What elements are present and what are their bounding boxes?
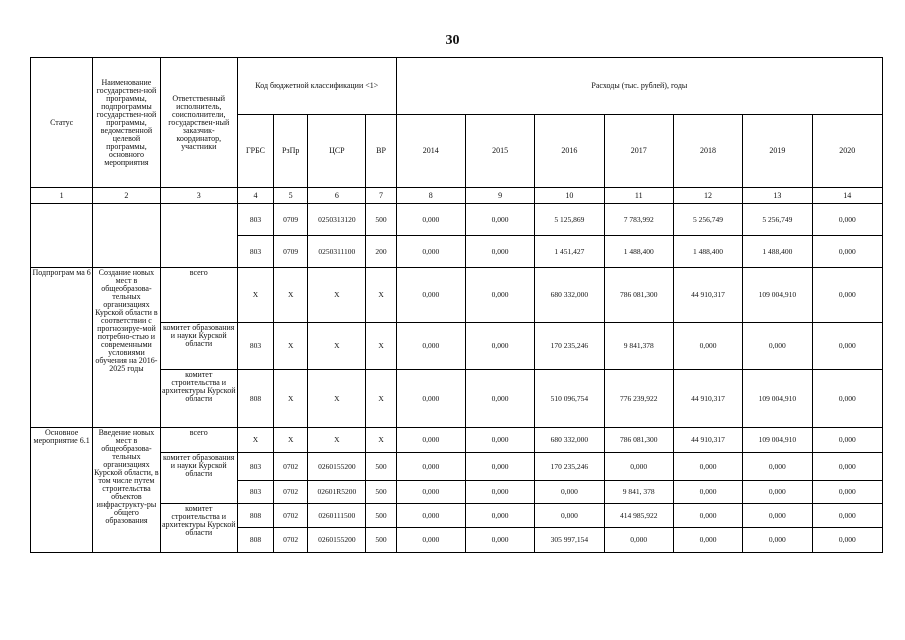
value-cell: 0,000: [673, 453, 742, 481]
value-cell: 5 256,749: [673, 204, 742, 236]
csr-cell: X: [308, 323, 366, 370]
column-number: 13: [743, 188, 812, 204]
value-cell: 9 841,378: [604, 323, 673, 370]
value-cell: 0,000: [673, 528, 742, 553]
value-cell: 0,000: [396, 204, 465, 236]
value-cell: 0,000: [465, 481, 534, 504]
subprogram-status: Подпрограм ма 6: [31, 268, 93, 428]
header-year: 2014: [396, 115, 465, 188]
grbs-cell: 808: [237, 504, 273, 528]
value-cell: 0,000: [465, 428, 534, 453]
column-number: 11: [604, 188, 673, 204]
value-cell: 44 910,317: [673, 428, 742, 453]
vr-cell: 500: [366, 204, 396, 236]
value-cell: 0,000: [812, 504, 882, 528]
column-number: 8: [396, 188, 465, 204]
budget-table: [30, 57, 883, 553]
header-year: 2020: [812, 115, 882, 188]
csr-cell: X: [308, 268, 366, 323]
header-year: 2018: [673, 115, 742, 188]
value-cell: 0,000: [535, 504, 604, 528]
value-cell: 0,000: [465, 204, 534, 236]
value-cell: 0,000: [743, 481, 812, 504]
header-expenses: Расходы (тыс. рублей), годы: [396, 58, 882, 115]
rzpr-cell: X: [274, 268, 308, 323]
csr-cell: X: [308, 428, 366, 453]
value-cell: 0,000: [396, 370, 465, 428]
grbs-cell: 803: [237, 453, 273, 481]
value-cell: 0,000: [396, 481, 465, 504]
responsible-cell: всего: [160, 428, 237, 453]
status-cell-empty: [31, 204, 93, 268]
value-cell: 0,000: [673, 504, 742, 528]
vr-cell: X: [366, 323, 396, 370]
vr-cell: 200: [366, 236, 396, 268]
responsible-cell-empty: [160, 204, 237, 268]
vr-cell: X: [366, 268, 396, 323]
value-cell: 0,000: [396, 268, 465, 323]
grbs-cell: 803: [237, 204, 273, 236]
value-cell: 0,000: [396, 504, 465, 528]
value-cell: 1 451,427: [535, 236, 604, 268]
rzpr-cell: 0709: [274, 236, 308, 268]
rzpr-cell: X: [274, 370, 308, 428]
column-number: 1: [31, 188, 93, 204]
vr-cell: 500: [366, 453, 396, 481]
value-cell: 0,000: [673, 323, 742, 370]
value-cell: 0,000: [396, 323, 465, 370]
value-cell: 0,000: [743, 453, 812, 481]
column-number: 6: [308, 188, 366, 204]
value-cell: 786 081,300: [604, 428, 673, 453]
csr-cell: 02601R5200: [308, 481, 366, 504]
column-number: 5: [274, 188, 308, 204]
grbs-cell: X: [237, 268, 273, 323]
column-number: 3: [160, 188, 237, 204]
grbs-cell: 808: [237, 528, 273, 553]
value-cell: 0,000: [396, 236, 465, 268]
value-cell: 1 488,400: [673, 236, 742, 268]
value-cell: 0,000: [465, 453, 534, 481]
value-cell: 5 125,869: [535, 204, 604, 236]
value-cell: 0,000: [812, 481, 882, 504]
rzpr-cell: 0709: [274, 204, 308, 236]
csr-cell: X: [308, 370, 366, 428]
csr-cell: 0260111500: [308, 504, 366, 528]
responsible-cell: комитет строительства и архитектуры Курской области: [160, 370, 237, 428]
responsible-cell: комитет образования и науки Курской области: [160, 323, 237, 370]
rzpr-cell: X: [274, 323, 308, 370]
column-number: 9: [465, 188, 534, 204]
csr-cell: 0250313120: [308, 204, 366, 236]
header-year: 2016: [535, 115, 604, 188]
vr-cell: 500: [366, 481, 396, 504]
value-cell: 0,000: [812, 323, 882, 370]
rzpr-cell: X: [274, 428, 308, 453]
value-cell: 680 332,000: [535, 428, 604, 453]
value-cell: 44 910,317: [673, 370, 742, 428]
column-number-row: [31, 188, 883, 204]
value-cell: 170 235,246: [535, 453, 604, 481]
header-year: 2015: [465, 115, 534, 188]
header-vr: ВР: [366, 115, 396, 188]
rzpr-cell: 0702: [274, 528, 308, 553]
value-cell: 0,000: [673, 481, 742, 504]
value-cell: 170 235,246: [535, 323, 604, 370]
value-cell: 0,000: [812, 236, 882, 268]
grbs-cell: 803: [237, 236, 273, 268]
name-cell-empty: [93, 204, 160, 268]
vr-cell: 500: [366, 528, 396, 553]
column-number: 2: [93, 188, 160, 204]
csr-cell: 0260155200: [308, 528, 366, 553]
value-cell: 786 081,300: [604, 268, 673, 323]
vr-cell: X: [366, 428, 396, 453]
value-cell: 305 997,154: [535, 528, 604, 553]
header-name: Наименование государствен-ной программы, подпрограммы государствен-ной программы, ведомственной целевой программы, основного мероприятия: [93, 58, 160, 188]
value-cell: 0,000: [604, 528, 673, 553]
value-cell: 0,000: [743, 504, 812, 528]
value-cell: 0,000: [812, 428, 882, 453]
value-cell: 1 488,400: [743, 236, 812, 268]
grbs-cell: 808: [237, 370, 273, 428]
value-cell: 0,000: [535, 481, 604, 504]
value-cell: 0,000: [604, 453, 673, 481]
value-cell: 0,000: [812, 453, 882, 481]
value-cell: 0,000: [743, 528, 812, 553]
header-row-1: [31, 58, 883, 115]
header-rzpr: РзПр: [274, 115, 308, 188]
value-cell: 0,000: [812, 204, 882, 236]
page-number: 30: [445, 33, 460, 48]
column-number: 4: [237, 188, 273, 204]
value-cell: 109 004,910: [743, 428, 812, 453]
value-cell: 0,000: [465, 370, 534, 428]
column-number: 10: [535, 188, 604, 204]
header-responsible: Ответственный исполнитель, соисполнители, государствен-ный заказчик-координатор, участники: [160, 58, 237, 188]
responsible-cell: комитет образования и науки Курской области: [160, 453, 237, 504]
header-csr: ЦСР: [308, 115, 366, 188]
table-row: [31, 428, 883, 453]
event-status: Основное мероприятие 6.1: [31, 428, 93, 553]
grbs-cell: 803: [237, 323, 273, 370]
value-cell: 0,000: [812, 528, 882, 553]
value-cell: 9 841, 378: [604, 481, 673, 504]
value-cell: 44 910,317: [673, 268, 742, 323]
value-cell: 0,000: [465, 504, 534, 528]
value-cell: 1 488,400: [604, 236, 673, 268]
event-name: Введение новых мест в общеобразова-тельных организациях Курской области, в том числе путем строительства объектов инфраструкту-ры общего образования: [93, 428, 160, 553]
header-year: 2019: [743, 115, 812, 188]
value-cell: 0,000: [396, 428, 465, 453]
value-cell: 7 783,992: [604, 204, 673, 236]
value-cell: 0,000: [396, 453, 465, 481]
value-cell: 0,000: [465, 268, 534, 323]
rzpr-cell: 0702: [274, 504, 308, 528]
csr-cell: 0260155200: [308, 453, 366, 481]
value-cell: 776 239,922: [604, 370, 673, 428]
value-cell: 0,000: [743, 323, 812, 370]
table-row: [31, 204, 883, 236]
header-budget-code: Код бюджетной классификации <1>: [237, 58, 396, 115]
value-cell: 0,000: [396, 528, 465, 553]
header-status: Статус: [31, 58, 93, 188]
rzpr-cell: 0702: [274, 481, 308, 504]
table-row: [31, 268, 883, 323]
value-cell: 510 096,754: [535, 370, 604, 428]
header-grbs: ГРБС: [237, 115, 273, 188]
column-number: 14: [812, 188, 882, 204]
header-year: 2017: [604, 115, 673, 188]
vr-cell: 500: [366, 504, 396, 528]
responsible-cell: всего: [160, 268, 237, 323]
rzpr-cell: 0702: [274, 453, 308, 481]
column-number: 12: [673, 188, 742, 204]
vr-cell: X: [366, 370, 396, 428]
value-cell: 414 985,922: [604, 504, 673, 528]
responsible-cell: комитет строительства и архитектуры Курской области: [160, 504, 237, 553]
column-number: 7: [366, 188, 396, 204]
value-cell: 5 256,749: [743, 204, 812, 236]
value-cell: 0,000: [465, 236, 534, 268]
value-cell: 0,000: [465, 528, 534, 553]
value-cell: 680 332,000: [535, 268, 604, 323]
value-cell: 0,000: [465, 323, 534, 370]
value-cell: 109 004,910: [743, 268, 812, 323]
value-cell: 109 004,910: [743, 370, 812, 428]
subprogram-name: Создание новых мест в общеобразова-тельных организациях Курской области в соответствии с прогнозируе-мой потребно-стью и современными условиями обучения на 2016-2025 годы: [93, 268, 160, 428]
grbs-cell: 803: [237, 481, 273, 504]
value-cell: 0,000: [812, 370, 882, 428]
value-cell: 0,000: [812, 268, 882, 323]
csr-cell: 0250311100: [308, 236, 366, 268]
grbs-cell: X: [237, 428, 273, 453]
